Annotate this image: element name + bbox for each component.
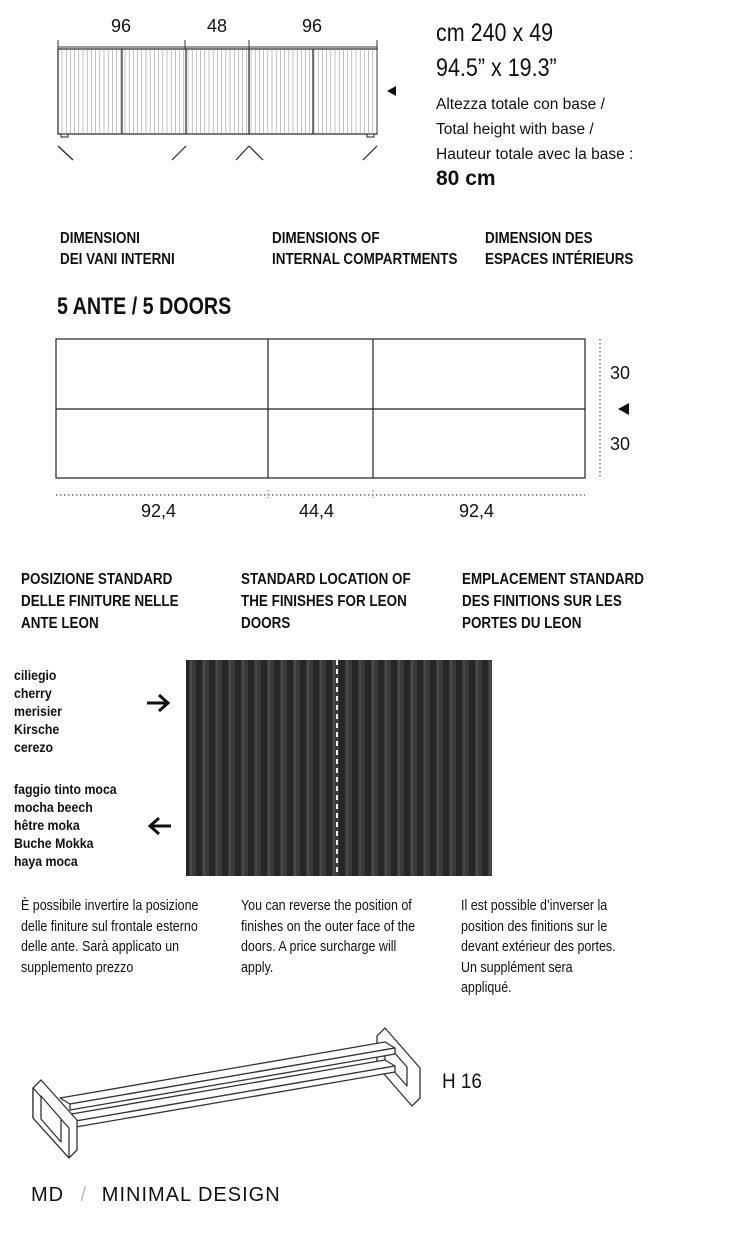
note-line: position des finitions sur le <box>461 918 608 935</box>
height-line-fr: Hauteur totale avec la base : <box>436 146 634 163</box>
height-description <box>436 92 633 167</box>
finish-name: ciliegio <box>14 667 57 683</box>
compartments-diagram <box>0 330 660 510</box>
doors-title: 5 ANTE / 5 DOORS <box>57 293 232 320</box>
note-line: È possibile invertire la posizione <box>21 898 199 914</box>
finish-name: mocha beech <box>14 799 93 815</box>
brand-logo <box>31 1184 281 1207</box>
wood-slat-highlight <box>281 660 283 876</box>
wood-slat-highlight <box>411 660 413 876</box>
finishes-note-fr <box>461 896 616 999</box>
dimensions-cm: cm 240 x 49 <box>436 19 554 47</box>
note-line: You can reverse the position of <box>241 898 412 914</box>
brand-separator: / <box>80 1184 88 1206</box>
header-line: POSIZIONE STANDARD <box>21 571 173 588</box>
wood-slat-highlight <box>489 660 491 876</box>
door-finish-photo <box>186 660 492 876</box>
height-line-en: Total height with base / <box>436 121 594 138</box>
width-label-right: 96 <box>302 16 323 36</box>
arrow-right-icon <box>145 692 173 714</box>
finishes-header-it <box>21 569 179 635</box>
header-line: PORTES DU LEON <box>462 615 582 632</box>
finish-name: Buche Mokka <box>14 835 94 851</box>
finish-name: hêtre moka <box>14 817 80 833</box>
finish-name: cherry <box>14 685 52 701</box>
finishes-header-en <box>241 569 411 635</box>
header-line: INTERNAL COMPARTMENTS <box>272 251 458 268</box>
note-line: devant extérieur des portes. <box>461 939 616 955</box>
finish-name: cerezo <box>14 739 54 755</box>
finish-name: haya moca <box>14 853 78 869</box>
header-line: DIMENSIONS OF <box>272 230 380 247</box>
header-line: EMPLACEMENT STANDARD <box>462 571 644 588</box>
header-line: DIMENSION DES <box>485 230 593 247</box>
note-line: delle finiture sul frontale esterno <box>21 918 198 935</box>
header-line: ANTE LEON <box>21 615 99 632</box>
width-label-left: 96 <box>111 16 132 36</box>
wood-slat-highlight <box>268 660 270 876</box>
col-width-left: 92,4 <box>141 501 177 521</box>
wood-slat-highlight <box>463 660 465 876</box>
header-line: DOORS <box>241 615 291 632</box>
wood-slat-highlight <box>294 660 296 876</box>
wood-slat-highlight <box>333 660 335 876</box>
finish-name: merisier <box>14 703 62 719</box>
header-line: DELLE FINITURE NELLE <box>21 593 179 610</box>
wood-slat-highlight <box>385 660 387 876</box>
note-line: apply. <box>241 959 274 976</box>
height-value: 80 cm <box>436 167 496 190</box>
base-height-label: H 16 <box>442 1070 482 1093</box>
wood-slat-highlight <box>216 660 218 876</box>
wood-slat-highlight <box>346 660 348 876</box>
finishes-note-en <box>241 896 415 978</box>
wood-slat-highlight <box>424 660 426 876</box>
header-line: ESPACES INTÉRIEURS <box>485 251 634 268</box>
header-line: DEI VANI INTERNI <box>60 251 175 268</box>
brand-short: MD <box>31 1184 65 1206</box>
base-frame-drawing <box>0 1020 440 1160</box>
wood-slat-highlight <box>242 660 244 876</box>
note-line: Un supplément sera <box>461 959 573 976</box>
finish-mocha-label <box>14 780 117 870</box>
note-line: supplemento prezzo <box>21 959 134 976</box>
finishes-note-it <box>21 896 198 978</box>
header-line: THE FINISHES FOR LEON <box>241 593 407 610</box>
finish-name: faggio tinto moca <box>14 781 117 797</box>
wood-slat-highlight <box>203 660 205 876</box>
finishes-header-fr <box>462 569 644 635</box>
wood-slat-highlight <box>229 660 231 876</box>
wood-slat-highlight <box>398 660 400 876</box>
width-label-center: 48 <box>207 16 228 36</box>
header-line: DES FINITIONS SUR LES <box>462 593 622 610</box>
row-height-top: 30 <box>610 363 631 383</box>
header-line: STANDARD LOCATION OF <box>241 571 411 588</box>
finish-name: Kirsche <box>14 721 60 737</box>
wood-slat-highlight <box>307 660 309 876</box>
note-line: finishes on the outer face of the <box>241 918 416 935</box>
brand-name: MINIMAL DESIGN <box>101 1184 281 1206</box>
height-line-it: Altezza totale con base / <box>436 96 605 113</box>
compartments-header-en <box>272 228 457 270</box>
arrow-left-icon <box>145 815 173 837</box>
wood-slat-highlight <box>359 660 361 876</box>
wood-slat-highlight <box>320 660 322 876</box>
compartments-header-it <box>60 228 175 270</box>
wood-slat-highlight <box>476 660 478 876</box>
note-line: appliqué. <box>461 980 512 996</box>
col-width-right: 92,4 <box>459 501 495 521</box>
note-line: delle ante. Sarà applicato un <box>21 939 180 955</box>
row-height-bottom: 30 <box>610 434 631 454</box>
wood-slat-highlight <box>255 660 257 876</box>
note-line: doors. A price surcharge will <box>241 939 397 955</box>
col-width-center: 44,4 <box>299 501 335 521</box>
dimensions-inches: 94.5” x 19.3” <box>436 54 557 82</box>
header-line: DIMENSIONI <box>60 230 140 247</box>
compartments-header-fr <box>485 228 633 270</box>
wood-slat-highlight <box>190 660 192 876</box>
wood-slat-highlight <box>437 660 439 876</box>
note-line: Il est possible d’inverser la <box>461 898 608 914</box>
finish-cherry-label <box>14 666 62 756</box>
wood-slat-highlight <box>450 660 452 876</box>
wood-slat-highlight <box>372 660 374 876</box>
